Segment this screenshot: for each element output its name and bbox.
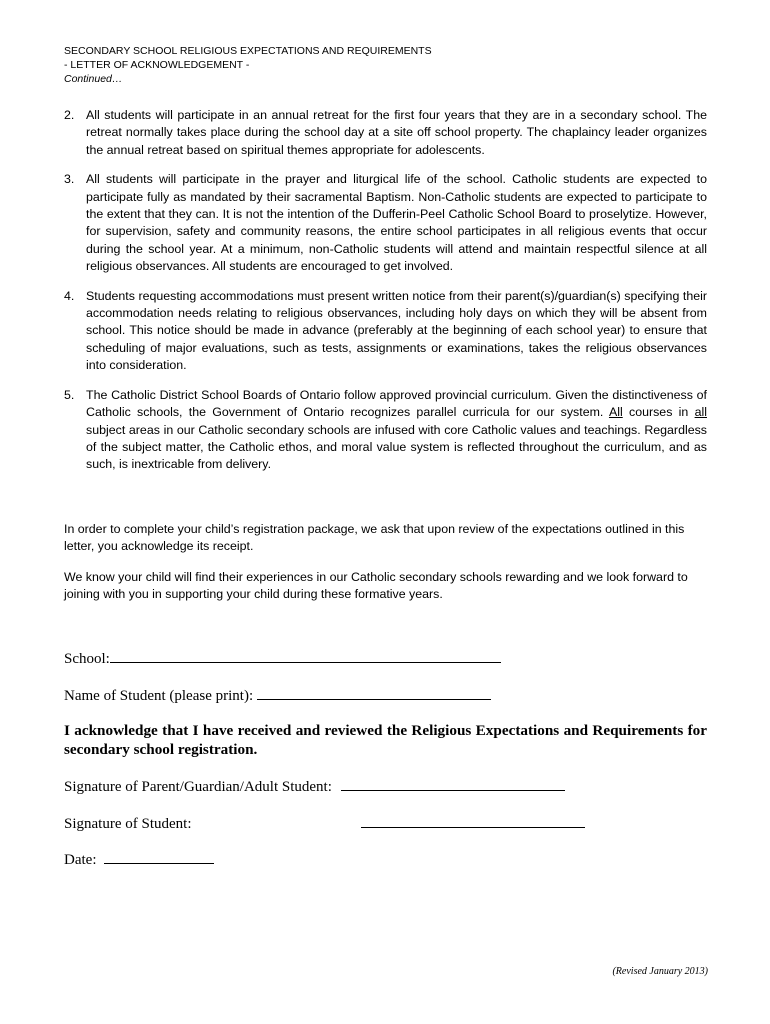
registration-paragraph: In order to complete your child’s registration package, we ask that upon review of the expectations outlined in this letter, you acknowledge its receipt. [64, 522, 685, 554]
student-signature-field [64, 813, 585, 833]
closing-paragraph: We know your child will find their experiences in our Catholic secondary schools rewarding and we look forward to joining with you in supporting your child during these formative years. [64, 569, 688, 602]
list-item-text [86, 387, 707, 474]
header-continued: Continued… [64, 73, 123, 85]
student-signature-line[interactable] [361, 813, 585, 828]
list-item-text-part: courses in [622, 405, 695, 420]
date-label: Date: [64, 852, 97, 868]
list-item-text: All students will participate in the prayer and liturgical life of the school. Catholic students are expected to participate fully as mandated by their sacramental Baptism. Non-Catholic students are expected to participate to the extent that they can. It is not the intention of the Dufferin-Peel Catholic School Board to proselytize. However, for supervision, safety and community reasons, the entire school participates in all religious events that occur during the school year. At a minimum, non-Catholic students will attend and maintain respectful silence at all religious observances. All students are encouraged to get involved. [86, 172, 707, 274]
header-subtitle: - LETTER OF ACKNOWLEDGEMENT - [64, 59, 250, 71]
list-item-number: 5. [64, 387, 75, 402]
parent-signature-line[interactable] [341, 776, 565, 791]
list-item-text: All students will participate in an annual retreat for the first four years that they are in a secondary school. The retreat normally takes place during the school day at a site off school property. The chaplaincy leader organizes the annual retreat based on spiritual themes appropriate for adolescents. [86, 108, 707, 157]
header-title: SECONDARY SCHOOL RELIGIOUS EXPECTATIONS AND REQUIREMENTS [64, 45, 432, 57]
school-input-line[interactable] [110, 648, 501, 663]
list-item [64, 288, 707, 375]
list-item-text-part: subject areas in our Catholic secondary schools are infused with core Catholic values and teachings. Regardless of the subject matter, the Catholic ethos, and moral value system is reflected throughout the curriculum, and as such, is inextricable from delivery. [86, 422, 707, 472]
student-signature-label: Signature of Student: [64, 816, 192, 832]
list-item [64, 387, 707, 474]
school-field [64, 648, 501, 668]
date-field [64, 849, 214, 869]
expectations-list [64, 107, 707, 486]
date-input-line[interactable] [104, 849, 214, 864]
closing-paragraphs [64, 521, 707, 617]
list-item [64, 107, 707, 159]
acknowledgement-statement: I acknowledge that I have received and reviewed the Religious Expectations and Requirements for secondary school registration. [64, 722, 707, 758]
list-item-number: 3. [64, 172, 75, 187]
list-item-number: 4. [64, 288, 75, 303]
document-header [64, 44, 432, 86]
list-item-number: 2. [64, 108, 75, 122]
student-name-input-line[interactable] [257, 685, 491, 700]
school-label: School: [64, 651, 110, 667]
underlined-word: All [608, 405, 623, 420]
list-item-text-part: The Catholic District School Boards of Ontario follow approved provincial curriculum. Given the distinctiveness of Catholic schools, the Government of Ontario recognizes parallel curricula for our system. [86, 387, 707, 420]
parent-signature-field [64, 776, 565, 796]
parent-signature-label: Signature of Parent/Guardian/Adult Student: [64, 779, 332, 795]
student-name-field [64, 685, 491, 705]
list-item-text: Students requesting accommodations must present written notice from their parent(s)/guardian(s) specifying their accommodation needs relating to religious observances, including holy days on which they will be absent from school. This notice should be made in advance (preferably at the beginning of each school year) to ensure that scheduling of major evaluations, such as tests, assignments or examinations, takes the religious observances into consideration. [86, 288, 707, 373]
student-name-label: Name of Student (please print): [64, 688, 254, 704]
list-item [64, 171, 707, 275]
revision-note: (Revised January 2013) [612, 966, 708, 977]
underlined-word: all [694, 405, 707, 420]
